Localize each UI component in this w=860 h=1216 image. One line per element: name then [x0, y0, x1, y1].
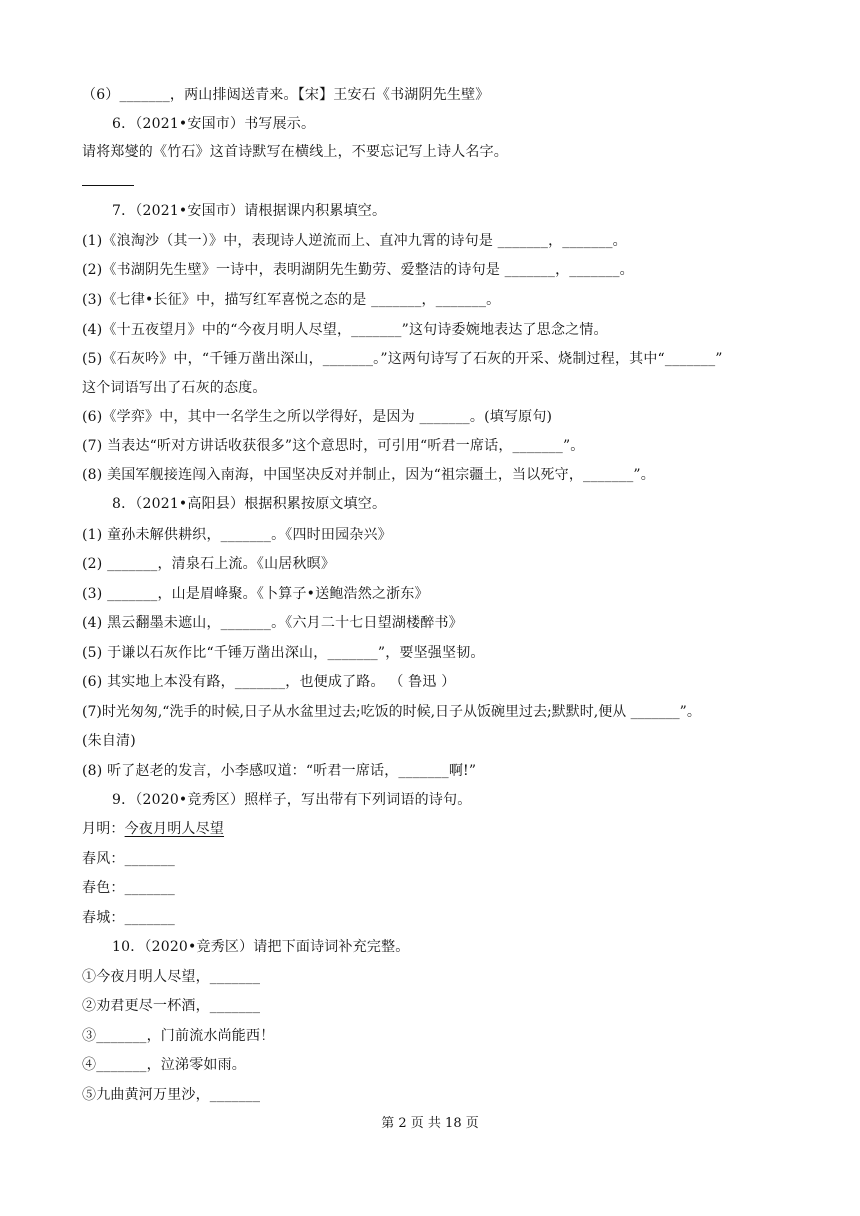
q6-instruction: 请将郑燮的《竹石》这首诗默写在横线上，不要忘记写上诗人名字。 [82, 144, 508, 160]
q9-heading: 9．（2020•竞秀区）照样子，写出带有下列词语的诗句。 [112, 792, 472, 808]
q7-item5: (5)《石灰吟》中，“千锤万凿出深山，_______。”这两句诗写了石灰的开采、烧制过程，其中“_______” [82, 351, 723, 367]
q7-item8: (8) 美国军舰接连闯入南海，中国坚决反对并制止，因为“祖宗疆土，当以死守，_______”。 [82, 467, 655, 483]
q8-item3: (3) _______，山是眉峰聚。《卜算子•送鲍浩然之浙东》 [82, 586, 429, 602]
q8-item7-source: (朱自清) [82, 733, 136, 749]
q7-item2: (2)《书湖阴先生壁》一诗中，表明湖阴先生勤劳、爱整洁的诗句是 _______，_______。 [82, 262, 634, 278]
q8-item6: (6) 其实地上本没有路，_______，也便成了路。 （ 鲁迅 ） [82, 674, 456, 690]
q7-item1: (1)《浪淘沙（其一）》中，表现诗人逆流而上、直冲九霄的诗句是 _______，_______。 [82, 233, 627, 249]
q8-item7: (7)时光匆匆,“洗手的时候,日子从水盆里过去;吃饭的时候,日子从饭碗里过去;默默时,便从 _______”。 [82, 704, 701, 720]
q9-example-answer: 今夜月明人尽望 [124, 821, 225, 837]
q8-item1: (1) 童孙未解供耕织，_______。《四时田园杂兴》 [82, 527, 392, 543]
q7-item3: (3)《七律•长征》中，描写红军喜悦之态的是 _______，_______。 [82, 292, 501, 308]
q10-item1: ①今夜月明人尽望，_______ [82, 969, 261, 985]
q10-item2: ②劝君更尽一杯酒，_______ [82, 998, 261, 1014]
q9-item-spring-city: 春城：_______ [82, 910, 175, 926]
q7-item6: (6)《学弈》中，其中一名学生之所以学得好，是因为 _______。(填写原句) [82, 409, 553, 425]
q5-item6: （6）_______，两山排闼送青来。【宋】王安石《书湖阴先生壁》 [82, 87, 490, 103]
q10-item4: ④_______，泣涕零如雨。 [82, 1057, 246, 1073]
q9-item-spring-wind: 春风：_______ [82, 851, 175, 867]
q7-item5-cont: 这个词语写出了石灰的态度。 [82, 380, 267, 396]
q9-example-label: 月明： [82, 821, 125, 837]
q6-heading: 6．（2021•安国市）书写展示。 [112, 116, 316, 132]
q6-answer-line [82, 185, 134, 186]
q8-item4: (4) 黑云翻墨未遮山，_______。《六月二十七日望湖楼醉书》 [82, 615, 463, 631]
q7-heading: 7．（2021•安国市）请根据课内积累填空。 [112, 203, 387, 219]
q7-item4: (4)《十五夜望月》中的“今夜月明人尽望，_______”这句诗委婉地表达了思念之情。 [82, 322, 608, 338]
q10-item3: ③_______，门前流水尚能西！ [82, 1028, 275, 1044]
q10-heading: 10．（2020•竞秀区）请把下面诗词补充完整。 [112, 939, 410, 955]
q8-item8: (8) 听了赵老的发言，小李感叹道：“听君一席话，_______啊!” [82, 763, 477, 779]
q8-heading: 8．（2021•高阳县）根据积累按原文填空。 [112, 496, 387, 512]
page-footer: 第 2 页 共 18 页 [381, 1116, 479, 1131]
q8-item5: (5) 于谦以石灰作比“千锤万凿出深山，_______”，要坚强坚韧。 [82, 645, 485, 661]
q7-item7: (7) 当表达“听对方讲话收获很多”这个意思时，可引用“听君一席话，_______”。 [82, 438, 585, 454]
q10-item5: ⑤九曲黄河万里沙，_______ [82, 1087, 261, 1103]
q8-item2: (2) _______，清泉石上流。《山居秋暝》 [82, 556, 336, 572]
q9-example [82, 820, 830, 838]
q9-item-spring-color: 春色：_______ [82, 880, 175, 896]
